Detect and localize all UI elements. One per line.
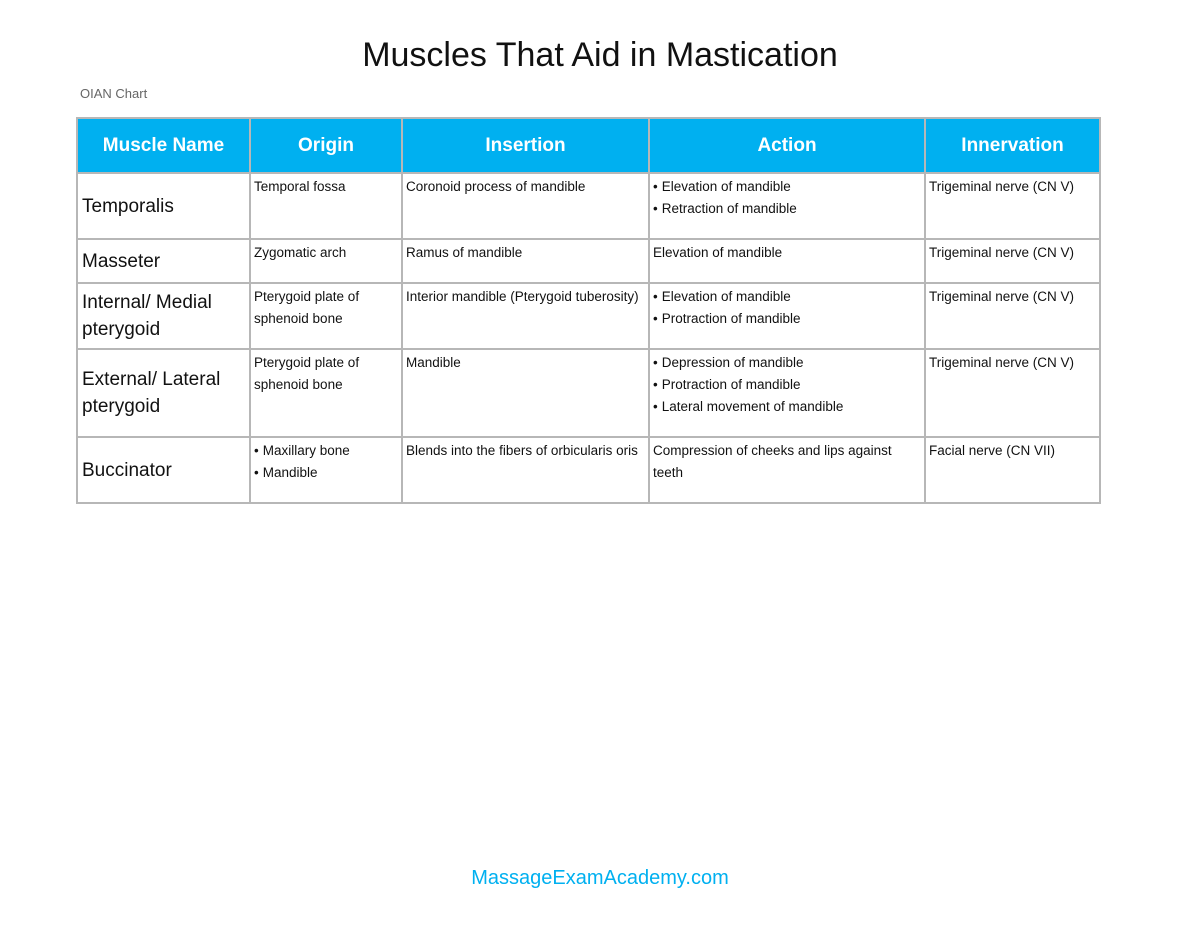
header-action: Action (649, 118, 925, 173)
list-item: • Protraction of mandible (653, 308, 922, 330)
insertion-cell: Ramus of mandible (402, 239, 649, 283)
table-row (77, 437, 1100, 503)
header-row (77, 118, 1100, 173)
origin-list (254, 440, 399, 484)
footer-website-link[interactable]: MassageExamAcademy.com (471, 867, 729, 889)
insertion-cell: Coronoid process of mandible (402, 173, 649, 239)
innervation-cell: Trigeminal nerve (CN V) (925, 239, 1100, 283)
header-innervation: Innervation (925, 118, 1100, 173)
list-item: • Elevation of mandible (653, 286, 922, 308)
list-item: • Lateral movement of mandible (653, 396, 922, 418)
header-origin: Origin (250, 118, 402, 173)
muscle-name-cell: Internal/ Medial pterygoid (77, 283, 250, 349)
origin-cell: Pterygoid plate of sphenoid bone (250, 349, 402, 437)
action-cell: Elevation of mandible (649, 239, 925, 283)
origin-cell (250, 437, 402, 503)
action-cell (649, 283, 925, 349)
insertion-cell: Blends into the fibers of orbicularis oris (402, 437, 649, 503)
innervation-cell: Trigeminal nerve (CN V) (925, 173, 1100, 239)
table-row (77, 283, 1100, 349)
insertion-cell: Mandible (402, 349, 649, 437)
innervation-cell: Trigeminal nerve (CN V) (925, 283, 1100, 349)
list-item: • Depression of mandible (653, 352, 922, 374)
table-row (77, 239, 1100, 283)
insertion-cell: Interior mandible (Pterygoid tuberosity) (402, 283, 649, 349)
table-row (77, 173, 1100, 239)
muscle-name-cell: External/ Lateral pterygoid (77, 349, 250, 437)
table-row (77, 349, 1100, 437)
list-item: • Maxillary bone (254, 440, 399, 462)
chart-subtitle: OIAN Chart (80, 86, 148, 101)
action-cell (649, 349, 925, 437)
action-list (653, 352, 922, 418)
origin-cell: Pterygoid plate of sphenoid bone (250, 283, 402, 349)
header-muscle-name: Muscle Name (77, 118, 250, 173)
oian-table (76, 117, 1101, 504)
table-header (77, 118, 1100, 173)
innervation-cell: Facial nerve (CN VII) (925, 437, 1100, 503)
list-item: • Retraction of mandible (653, 198, 922, 220)
innervation-cell: Trigeminal nerve (CN V) (925, 349, 1100, 437)
table-body (77, 173, 1100, 503)
page-title: Muscles That Aid in Mastication (362, 36, 838, 74)
action-list (653, 286, 922, 330)
muscle-name-cell: Buccinator (77, 437, 250, 503)
muscle-name-cell: Masseter (77, 239, 250, 283)
muscle-name-cell: Temporalis (77, 173, 250, 239)
origin-cell: Zygomatic arch (250, 239, 402, 283)
action-cell: Compression of cheeks and lips against teeth (649, 437, 925, 503)
action-list (653, 176, 922, 220)
list-item: • Mandible (254, 462, 399, 484)
list-item: • Elevation of mandible (653, 176, 922, 198)
list-item: • Protraction of mandible (653, 374, 922, 396)
origin-cell: Temporal fossa (250, 173, 402, 239)
action-cell (649, 173, 925, 239)
header-insertion: Insertion (402, 118, 649, 173)
